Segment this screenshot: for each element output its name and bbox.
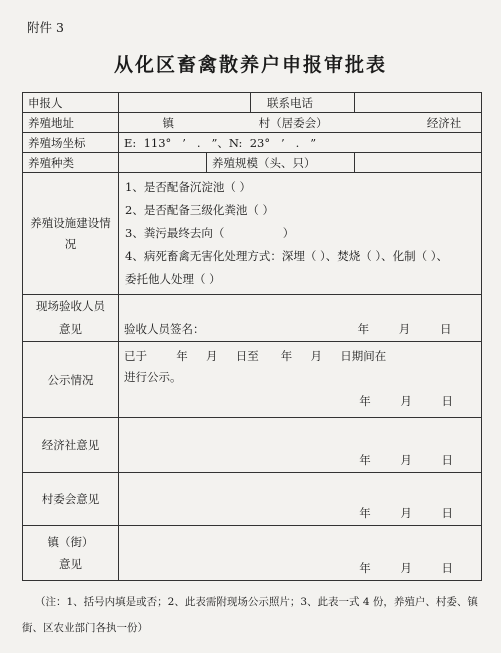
town-opinion-label: [23, 526, 119, 581]
inspection-date: 年 月 日: [357, 322, 465, 336]
facility-item: 1、是否配备沉淀池（ ）: [125, 180, 251, 194]
inspection-label-line2: 意见: [59, 322, 82, 336]
address-label: 养殖地址: [23, 113, 119, 133]
application-form-table: [22, 92, 482, 581]
scale-label: 养殖规模（头、只）: [207, 153, 355, 173]
publicity-content[interactable]: [119, 342, 482, 418]
inspection-label-line1: 现场验收人员: [36, 299, 105, 313]
inspection-content[interactable]: [119, 295, 482, 342]
applicant-value-cell[interactable]: [119, 93, 251, 113]
coop-opinion-content[interactable]: [119, 418, 482, 473]
footer-note: （注：1、括号内填是或否；2、此表需附现场公示照片；3、此表一式 4 份，养殖户、村委、镇街、区农业部门各执一份）: [22, 596, 478, 634]
form-title: 从化区畜禽散养户申报审批表: [113, 54, 387, 76]
town-opinion-label-line2: 意见: [59, 557, 82, 571]
inspector-signature-label: 验收人员签名：: [124, 322, 205, 336]
coop-opinion-date: 年 月 日: [359, 453, 466, 467]
coords-label: 养殖场坐标: [23, 133, 119, 153]
applicant-row: [23, 93, 482, 113]
facility-item: 2、是否配备三级化粪池（ ）: [125, 203, 274, 217]
address-row: [23, 113, 482, 133]
phone-value-cell[interactable]: [355, 93, 482, 113]
coop-opinion-row: [23, 418, 482, 473]
publicity-row: [23, 342, 482, 418]
town-opinion-content[interactable]: [119, 526, 482, 581]
coords-value-cell[interactable]: E: 113° ’ . ”、N: 23° ’ . ”: [119, 133, 482, 153]
publicity-date: 年 月 日: [359, 394, 466, 408]
applicant-label: 申报人: [23, 93, 119, 113]
coords-row: [23, 133, 482, 153]
facility-item: 4、病死畜禽无害化处理方式：深埋（ ）、焚烧（ ）、化制（ ）、: [125, 249, 449, 263]
village-opinion-row: [23, 473, 482, 526]
address-village: 村（居委会）: [258, 115, 328, 130]
facilities-row: [23, 173, 482, 295]
publicity-line2: 进行公示。: [124, 370, 182, 384]
species-label: 养殖种类: [23, 153, 119, 173]
village-opinion-date: 年 月 日: [359, 506, 466, 520]
village-opinion-label: 村委会意见: [23, 473, 119, 526]
town-opinion-label-line1: 镇（街）: [47, 535, 94, 549]
inspection-row: [23, 295, 482, 342]
phone-label: 联系电话: [251, 93, 355, 113]
town-opinion-date: 年 月 日: [359, 561, 466, 575]
publicity-label: 公示情况: [23, 342, 119, 418]
scale-value-cell[interactable]: [355, 153, 482, 173]
address-coop: 经济社: [426, 115, 462, 130]
inspection-label: [23, 295, 119, 342]
species-value-cell[interactable]: [119, 153, 207, 173]
species-row: [23, 153, 482, 173]
town-opinion-row: [23, 526, 482, 581]
address-town: 镇: [162, 115, 174, 130]
facilities-content[interactable]: [119, 173, 482, 295]
coop-opinion-label: 经济社意见: [23, 418, 119, 473]
facility-item: 委托他人处理（ ）: [125, 272, 221, 286]
village-opinion-content[interactable]: [119, 473, 482, 526]
facility-item: 3、粪污最终去向（ ）: [125, 226, 295, 240]
facilities-label: 养殖设施建设情况: [23, 173, 119, 295]
attachment-label: 附件 3: [27, 20, 64, 35]
publicity-line1: 已于 年 月 日至 年 月 日期间在: [124, 349, 387, 363]
address-value-cell[interactable]: [119, 113, 482, 133]
